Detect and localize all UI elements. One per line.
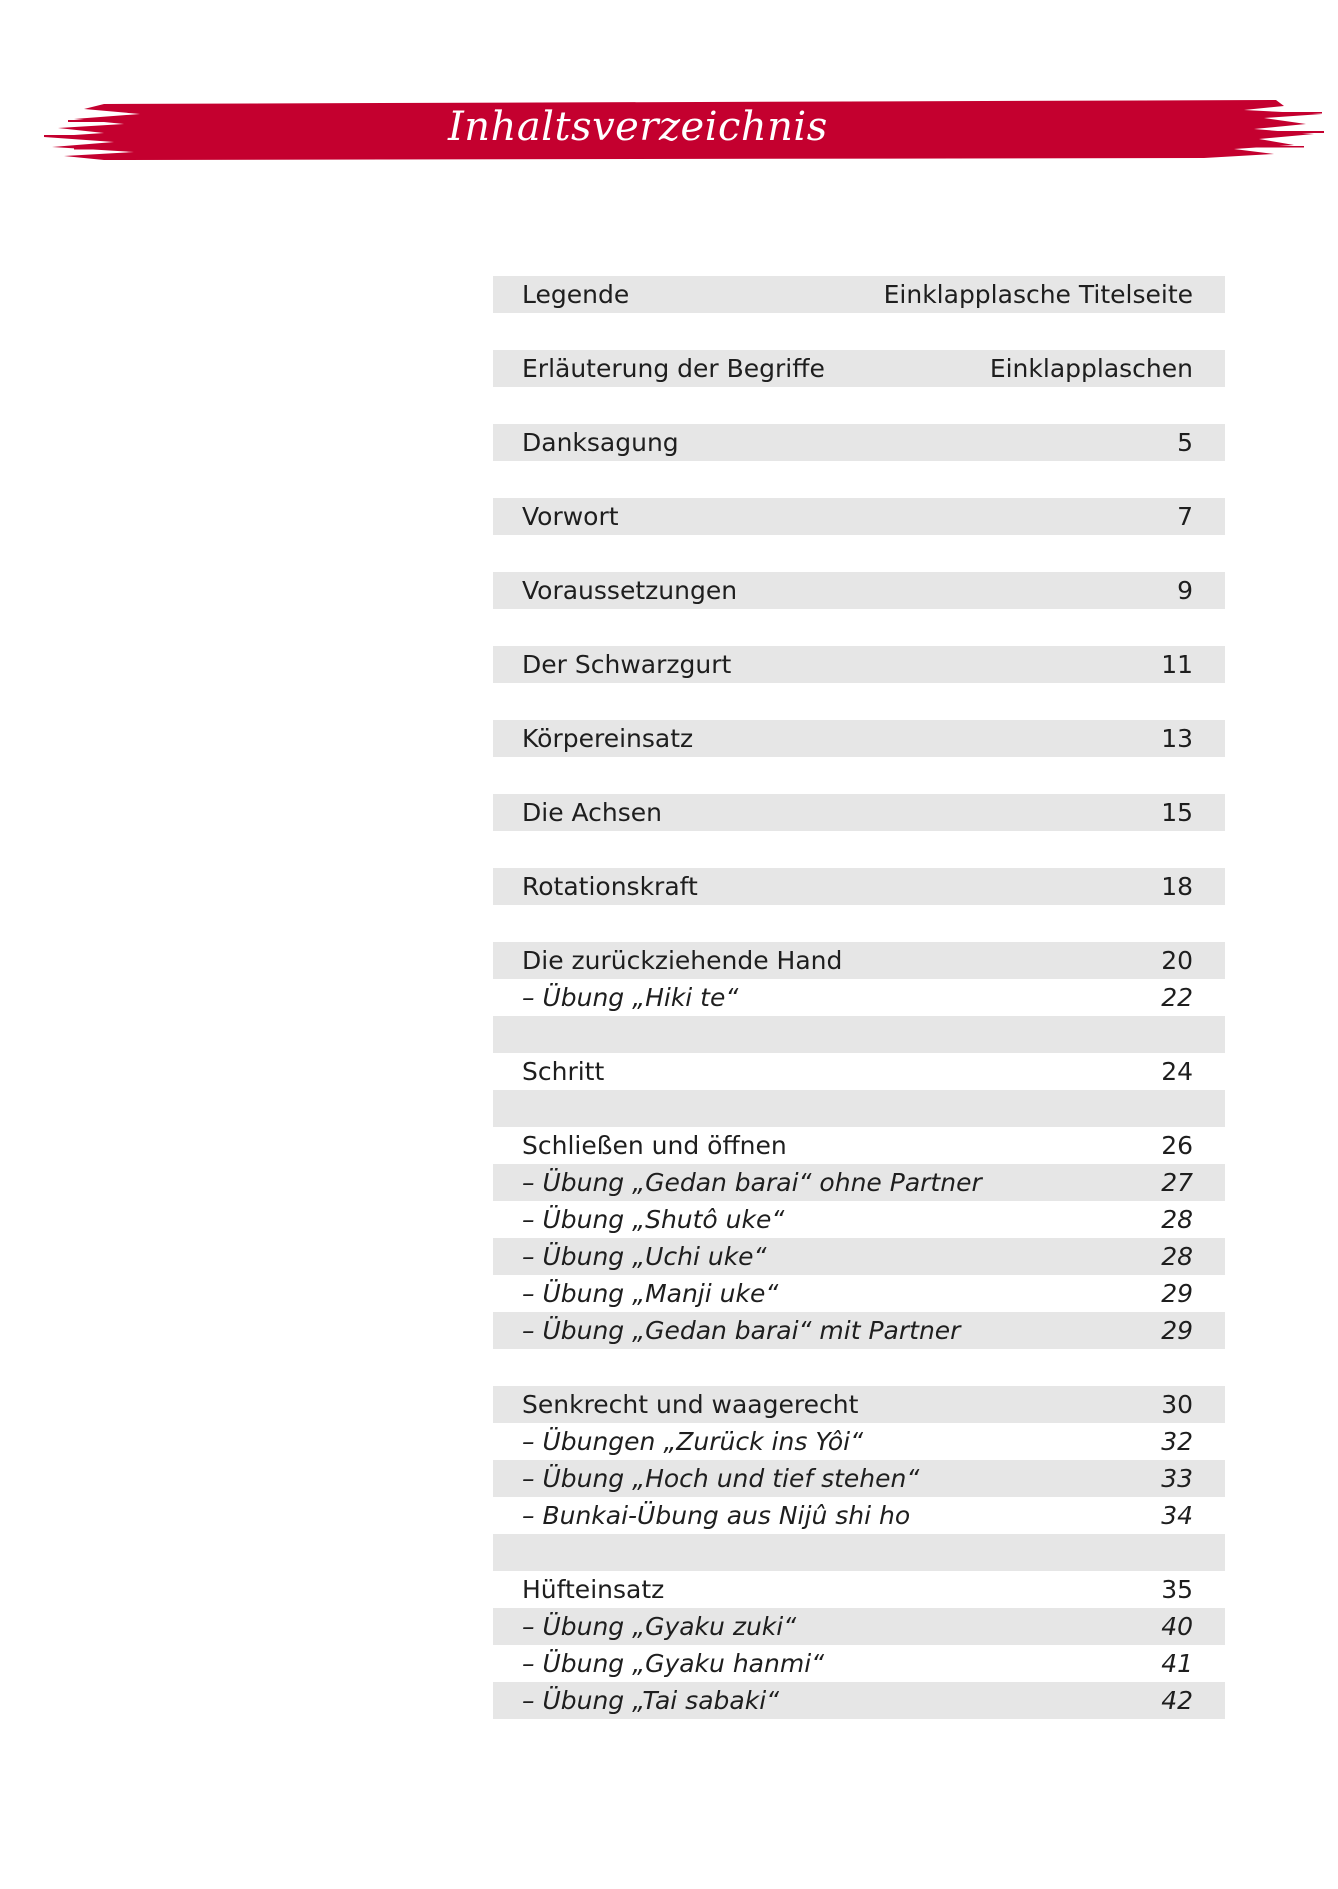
toc-entry-label: – Übung „Manji uke“ (522, 1279, 779, 1308)
toc-entry-page: 34 (1161, 1501, 1193, 1530)
toc-subentry (493, 1682, 1225, 1719)
toc-entry-page: 27 (1161, 1168, 1193, 1197)
toc-entry-label: – Übung „Uchi uke“ (522, 1242, 767, 1271)
toc-spacer (493, 757, 1225, 794)
toc-entry-page: 33 (1161, 1464, 1193, 1493)
toc-entry-label: Senkrecht und waagerecht (522, 1390, 859, 1419)
toc-entry-page: 5 (1177, 428, 1193, 457)
toc-entry-label: – Übung „Shutô uke“ (522, 1205, 785, 1234)
toc-entry (493, 942, 1225, 979)
toc-entry (493, 1571, 1225, 1608)
toc-spacer (493, 461, 1225, 498)
toc-spacer (493, 683, 1225, 720)
toc-subentry (493, 1645, 1225, 1682)
toc-entry-page: 11 (1161, 650, 1193, 679)
toc-entry (493, 868, 1225, 905)
toc-entry-page: 29 (1161, 1316, 1193, 1345)
toc-entry-label: Danksagung (522, 428, 679, 457)
toc-entry-label: Vorwort (522, 502, 619, 531)
toc-subentry (493, 1608, 1225, 1645)
toc-spacer (493, 905, 1225, 942)
toc-entry-page: 24 (1161, 1057, 1193, 1086)
toc-entry-page: 35 (1161, 1575, 1193, 1604)
toc-entry-label: – Übung „Gedan barai“ ohne Partner (522, 1168, 982, 1197)
toc-entry-page: 41 (1161, 1649, 1193, 1678)
toc-entry-label: Erläuterung der Begriffe (522, 354, 825, 383)
toc-entry (493, 1090, 1225, 1127)
toc-entry-label: – Übungen „Zurück ins Yôi“ (522, 1427, 864, 1456)
toc-spacer (493, 831, 1225, 868)
toc-subentry (493, 979, 1225, 1016)
toc-subentry (493, 1460, 1225, 1497)
toc-spacer (493, 535, 1225, 572)
toc-entry-label: Schließen und öffnen (522, 1131, 787, 1160)
toc-entry (493, 1386, 1225, 1423)
toc-entry-page: 28 (1161, 1205, 1193, 1234)
toc-entry-page: 18 (1161, 872, 1193, 901)
toc-entry-page: 9 (1177, 576, 1193, 605)
toc-entry-page: 22 (1161, 983, 1193, 1012)
toc-entry (493, 1534, 1225, 1571)
toc-entry-page: 40 (1161, 1612, 1193, 1641)
toc-entry-label: Voraussetzungen (522, 576, 738, 605)
toc-entry (493, 720, 1225, 757)
toc-spacer (493, 609, 1225, 646)
toc-entry-label: – Übung „Hoch und tief stehen“ (522, 1464, 920, 1493)
toc-entry (493, 350, 1225, 387)
toc-entry (493, 498, 1225, 535)
toc-entry (493, 1053, 1225, 1090)
toc-entry-label: – Bunkai-Übung aus Nijû shi ho (522, 1501, 911, 1530)
toc-entry-label: – Übung „Gedan barai“ mit Partner (522, 1316, 961, 1345)
toc-entry-label: – Übung „Tai sabaki“ (522, 1686, 780, 1715)
toc-subentry (493, 1423, 1225, 1460)
toc-entry-label: Körpereinsatz (522, 724, 694, 753)
table-of-contents (493, 276, 1225, 1719)
toc-entry-page: 42 (1161, 1686, 1193, 1715)
toc-entry-page: 26 (1161, 1131, 1193, 1160)
toc-spacer (493, 387, 1225, 424)
toc-subentry (493, 1164, 1225, 1201)
toc-entry-label: Legende (522, 280, 630, 309)
toc-subentry (493, 1275, 1225, 1312)
toc-spacer (493, 313, 1225, 350)
toc-subentry (493, 1238, 1225, 1275)
toc-entry (493, 572, 1225, 609)
toc-subentry (493, 1312, 1225, 1349)
toc-entry-page: Einklapplasche Titelseite (883, 280, 1193, 309)
toc-entry-label: – Übung „Gyaku zuki“ (522, 1612, 797, 1641)
page-title: Inhaltsverzeichnis (448, 104, 828, 150)
toc-entry-label: Die zurückziehende Hand (522, 946, 843, 975)
toc-entry (493, 276, 1225, 313)
toc-entry-label: – Übung „Hiki te“ (522, 983, 739, 1012)
toc-entry-label: Rotationskraft (522, 872, 698, 901)
toc-entry-label: Schritt (522, 1057, 605, 1086)
toc-entry (493, 1016, 1225, 1053)
toc-entry-page: 7 (1177, 502, 1193, 531)
toc-entry-page: 29 (1161, 1279, 1193, 1308)
toc-entry (493, 794, 1225, 831)
toc-entry (493, 1127, 1225, 1164)
toc-entry-page: 13 (1161, 724, 1193, 753)
toc-entry-label: – Übung „Gyaku hanmi“ (522, 1649, 825, 1678)
toc-spacer (493, 1349, 1225, 1386)
toc-entry-page: 15 (1161, 798, 1193, 827)
toc-entry-page: 30 (1161, 1390, 1193, 1419)
toc-entry-label: Die Achsen (522, 798, 663, 827)
toc-entry (493, 646, 1225, 683)
toc-entry-page: 32 (1161, 1427, 1193, 1456)
toc-subentry (493, 1201, 1225, 1238)
toc-entry (493, 424, 1225, 461)
toc-entry-page: 20 (1161, 946, 1193, 975)
toc-entry-label: Der Schwarzgurt (522, 650, 732, 679)
toc-entry-page: 28 (1161, 1242, 1193, 1271)
toc-entry-label: Hüfteinsatz (522, 1575, 665, 1604)
toc-entry-page: Einklapplaschen (989, 354, 1193, 383)
toc-subentry (493, 1497, 1225, 1534)
